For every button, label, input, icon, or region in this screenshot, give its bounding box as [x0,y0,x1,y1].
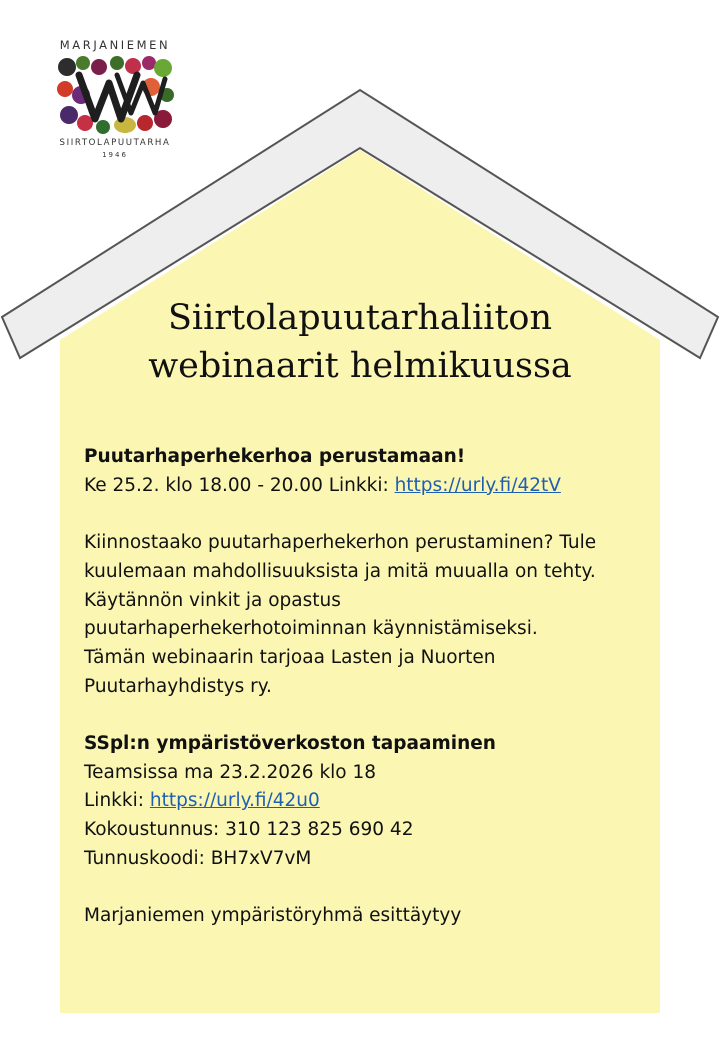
spacer [84,701,654,730]
event1-heading: Puutarhaperhekerhoa perustamaan! [84,446,466,467]
title-line-1: Siirtolapuutarhaliiton [167,298,553,338]
logo-name-bottom: SIIRTOLAPUUTARHA [59,138,171,148]
event1-desc-line-5: Tämän webinaarin tarjoaa Lasten ja Nuorten [84,646,496,668]
title-line-2: webinaarit helmikuussa [148,346,572,386]
event1-desc-line-3: Käytännön vinkit ja opastus [84,589,341,611]
content [84,443,654,931]
event2-heading: SSpl:n ympäristöverkoston tapaaminen [84,733,496,754]
event2-note: Marjaniemen ympäristöryhmä esittäytyy [84,905,462,927]
logo-year: 1946 [102,151,128,159]
fruit-berry-logo-icon [55,53,175,137]
event2-link[interactable]: https://urly.fi/42u0 [149,790,320,812]
event2-link-label: Linkki: [84,790,150,812]
event1-desc-line-1: Kiinnostaako puutarhaperhekerhon perustaminen? Tule [84,532,597,554]
logo-name-top: MARJANIEMEN [59,38,171,52]
event1-link[interactable]: https://urly.fi/42tV [394,474,561,496]
page-title [60,294,660,390]
event2-passcode: Tunnuskoodi: BH7xV7vM [84,847,312,869]
event1-datetime-line [84,472,654,501]
spacer [84,874,654,903]
event2-meeting-id: Kokoustunnus: 310 123 825 690 42 [84,819,414,841]
logo [50,38,180,178]
event1-desc-line-6: Puutarhayhdistys ry. [84,675,272,697]
event1-datetime: Ke 25.2. klo 18.00 - 20.00 Linkki: [84,474,395,496]
event1-desc-line-2: kuulemaan mahdollisuuksista ja mitä muualla on tehty. [84,560,596,582]
spacer [84,500,654,529]
event1-desc-line-4: puutarhaperhekerhotoiminnan käynnistämiseksi. [84,618,538,640]
event2-link-line [84,787,654,816]
event2-when: Teamsissa ma 23.2.2026 klo 18 [84,761,377,783]
